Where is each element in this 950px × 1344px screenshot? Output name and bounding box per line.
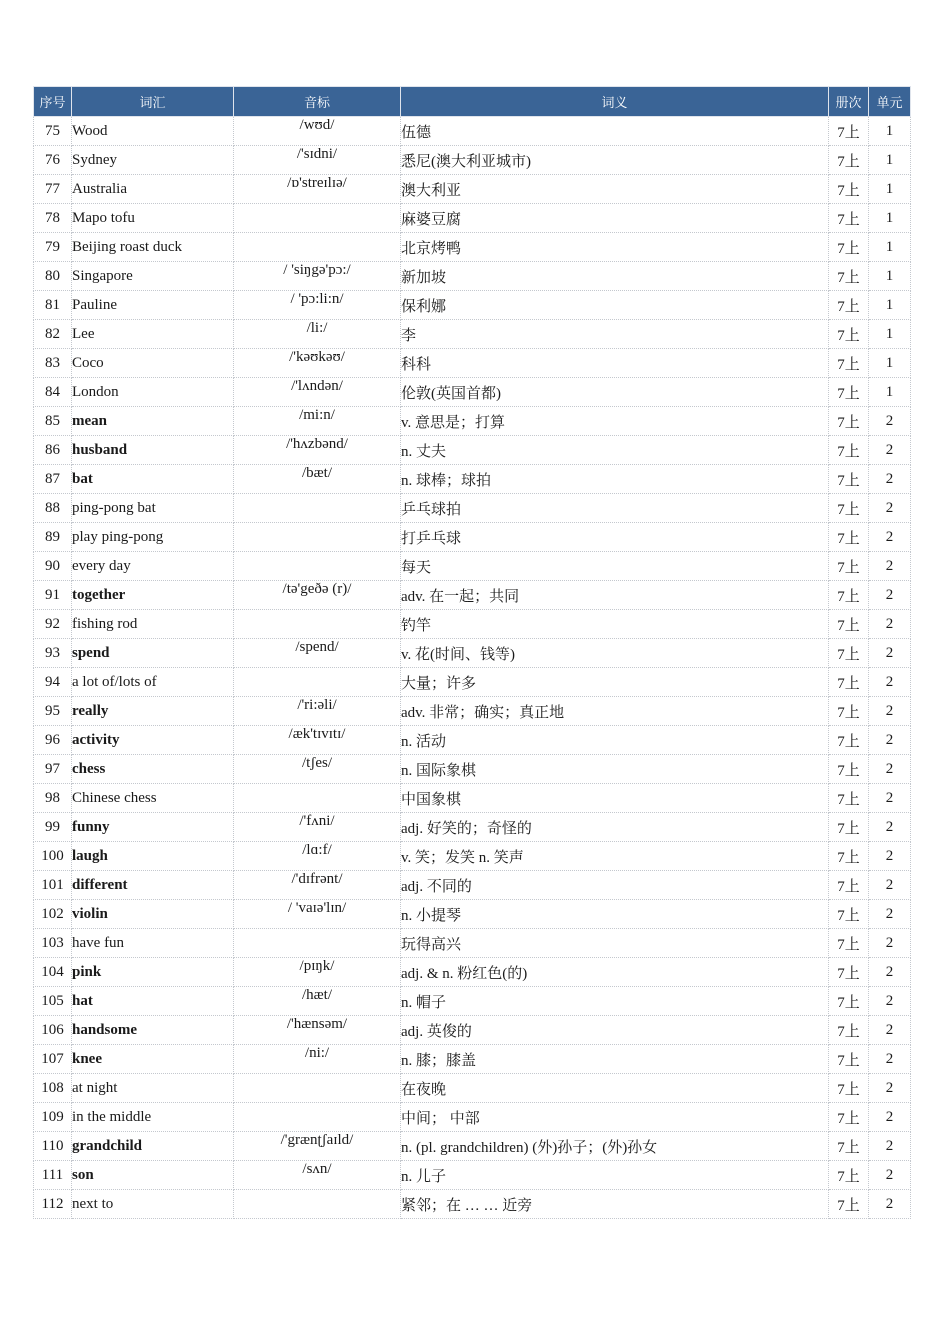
- cell-ipa: /pɪŋk/: [234, 958, 401, 987]
- cell-unit: 1: [869, 320, 911, 349]
- cell-ipa: /tə'geðə (r)/: [234, 581, 401, 610]
- cell-meaning: v. 意思是；打算: [401, 407, 829, 436]
- table-row: [34, 494, 911, 523]
- cell-no: 80: [34, 262, 72, 291]
- cell-meaning: 大量；许多: [401, 668, 829, 697]
- header-no: 序号: [34, 87, 72, 117]
- cell-no: 105: [34, 987, 72, 1016]
- cell-meaning: 伍德: [401, 117, 829, 146]
- cell-no: 97: [34, 755, 72, 784]
- cell-unit: 2: [869, 871, 911, 900]
- cell-ipa: /'grænʈʃaɪld/: [234, 1132, 401, 1161]
- cell-word: have fun: [72, 929, 234, 958]
- table-row: [34, 929, 911, 958]
- cell-unit: 2: [869, 929, 911, 958]
- cell-book: 7上: [829, 523, 869, 552]
- cell-ipa: / 'siŋgə'pɔ:/: [234, 262, 401, 291]
- cell-ipa: /tʃes/: [234, 755, 401, 784]
- cell-unit: 1: [869, 117, 911, 146]
- cell-book: 7上: [829, 465, 869, 494]
- cell-no: 75: [34, 117, 72, 146]
- cell-book: 7上: [829, 1132, 869, 1161]
- header-book: 册次: [829, 87, 869, 117]
- cell-meaning: 玩得高兴: [401, 929, 829, 958]
- cell-meaning: 澳大利亚: [401, 175, 829, 204]
- table-body: [34, 117, 911, 1219]
- cell-no: 83: [34, 349, 72, 378]
- cell-book: 7上: [829, 349, 869, 378]
- cell-word: Lee: [72, 320, 234, 349]
- cell-no: 92: [34, 610, 72, 639]
- cell-word: Australia: [72, 175, 234, 204]
- cell-ipa: /'dɪfrənt/: [234, 871, 401, 900]
- table-row: [34, 291, 911, 320]
- cell-no: 94: [34, 668, 72, 697]
- cell-book: 7上: [829, 262, 869, 291]
- cell-book: 7上: [829, 1045, 869, 1074]
- table-row: [34, 262, 911, 291]
- cell-no: 78: [34, 204, 72, 233]
- cell-ipa: / 'vaɪə'lɪn/: [234, 900, 401, 929]
- cell-unit: 1: [869, 262, 911, 291]
- cell-word: Chinese chess: [72, 784, 234, 813]
- cell-book: 7上: [829, 871, 869, 900]
- cell-ipa: /'fʌni/: [234, 813, 401, 842]
- cell-word: fishing rod: [72, 610, 234, 639]
- cell-book: 7上: [829, 378, 869, 407]
- cell-word: different: [72, 871, 234, 900]
- cell-word: Singapore: [72, 262, 234, 291]
- cell-ipa: /li:/: [234, 320, 401, 349]
- cell-no: 100: [34, 842, 72, 871]
- cell-book: 7上: [829, 1161, 869, 1190]
- cell-book: 7上: [829, 784, 869, 813]
- cell-unit: 2: [869, 1074, 911, 1103]
- table-row: [34, 668, 911, 697]
- cell-meaning: adv. 在一起；共同: [401, 581, 829, 610]
- vocabulary-table: [33, 86, 911, 1219]
- cell-unit: 2: [869, 842, 911, 871]
- cell-unit: 2: [869, 958, 911, 987]
- table-row: [34, 233, 911, 262]
- cell-meaning: v. 花(时间、钱等): [401, 639, 829, 668]
- cell-meaning: 紧邻；在 … … 近旁: [401, 1190, 829, 1219]
- cell-word: next to: [72, 1190, 234, 1219]
- table-row: [34, 1103, 911, 1132]
- cell-word: knee: [72, 1045, 234, 1074]
- cell-unit: 2: [869, 813, 911, 842]
- cell-word: hat: [72, 987, 234, 1016]
- cell-unit: 1: [869, 291, 911, 320]
- cell-no: 98: [34, 784, 72, 813]
- cell-unit: 1: [869, 378, 911, 407]
- cell-book: 7上: [829, 1103, 869, 1132]
- cell-no: 90: [34, 552, 72, 581]
- cell-no: 112: [34, 1190, 72, 1219]
- table-row: [34, 842, 911, 871]
- cell-ipa: [234, 784, 401, 813]
- cell-no: 104: [34, 958, 72, 987]
- cell-ipa: /'kəʊkəʊ/: [234, 349, 401, 378]
- table-row: [34, 320, 911, 349]
- cell-unit: 1: [869, 204, 911, 233]
- cell-book: 7上: [829, 1016, 869, 1045]
- cell-meaning: 李: [401, 320, 829, 349]
- cell-book: 7上: [829, 1074, 869, 1103]
- cell-ipa: /sʌn/: [234, 1161, 401, 1190]
- cell-meaning: n. 小提琴: [401, 900, 829, 929]
- table-row: [34, 407, 911, 436]
- cell-meaning: v. 笑；发笑 n. 笑声: [401, 842, 829, 871]
- table-header-row: [34, 87, 911, 117]
- cell-no: 108: [34, 1074, 72, 1103]
- cell-meaning: 保利娜: [401, 291, 829, 320]
- cell-book: 7上: [829, 668, 869, 697]
- cell-meaning: 钓竿: [401, 610, 829, 639]
- cell-unit: 2: [869, 726, 911, 755]
- table-row: [34, 697, 911, 726]
- cell-meaning: 在夜晚: [401, 1074, 829, 1103]
- cell-word: together: [72, 581, 234, 610]
- cell-word: grandchild: [72, 1132, 234, 1161]
- cell-word: mean: [72, 407, 234, 436]
- cell-no: 110: [34, 1132, 72, 1161]
- cell-book: 7上: [829, 813, 869, 842]
- cell-meaning: n. 国际象棋: [401, 755, 829, 784]
- cell-unit: 2: [869, 900, 911, 929]
- cell-ipa: /lɑ:f/: [234, 842, 401, 871]
- cell-no: 86: [34, 436, 72, 465]
- cell-meaning: 乒乓球拍: [401, 494, 829, 523]
- cell-ipa: /bæt/: [234, 465, 401, 494]
- cell-ipa: /ɒ'streɪlɪə/: [234, 175, 401, 204]
- cell-meaning: 新加坡: [401, 262, 829, 291]
- cell-word: laugh: [72, 842, 234, 871]
- cell-unit: 2: [869, 465, 911, 494]
- table-row: [34, 349, 911, 378]
- table-row: [34, 813, 911, 842]
- cell-book: 7上: [829, 755, 869, 784]
- cell-book: 7上: [829, 146, 869, 175]
- table-row: [34, 175, 911, 204]
- cell-word: Coco: [72, 349, 234, 378]
- cell-no: 87: [34, 465, 72, 494]
- cell-book: 7上: [829, 291, 869, 320]
- cell-meaning: 每天: [401, 552, 829, 581]
- cell-book: 7上: [829, 610, 869, 639]
- table-row: [34, 784, 911, 813]
- table-row: [34, 755, 911, 784]
- cell-no: 88: [34, 494, 72, 523]
- cell-book: 7上: [829, 581, 869, 610]
- cell-no: 93: [34, 639, 72, 668]
- table-row: [34, 378, 911, 407]
- table-row: [34, 610, 911, 639]
- cell-book: 7上: [829, 639, 869, 668]
- table-row: [34, 1045, 911, 1074]
- cell-no: 99: [34, 813, 72, 842]
- cell-ipa: [234, 610, 401, 639]
- cell-word: chess: [72, 755, 234, 784]
- table-row: [34, 552, 911, 581]
- table-row: [34, 900, 911, 929]
- cell-meaning: n. 丈夫: [401, 436, 829, 465]
- cell-word: London: [72, 378, 234, 407]
- cell-meaning: 中国象棋: [401, 784, 829, 813]
- cell-meaning: 北京烤鸭: [401, 233, 829, 262]
- cell-meaning: adj. & n. 粉红色(的): [401, 958, 829, 987]
- table-row: [34, 581, 911, 610]
- cell-unit: 1: [869, 175, 911, 204]
- cell-unit: 2: [869, 755, 911, 784]
- table-row: [34, 436, 911, 465]
- cell-unit: 2: [869, 581, 911, 610]
- cell-book: 7上: [829, 552, 869, 581]
- cell-ipa: [234, 1103, 401, 1132]
- cell-ipa: /æk'tɪvɪtɪ/: [234, 726, 401, 755]
- cell-unit: 2: [869, 552, 911, 581]
- cell-no: 102: [34, 900, 72, 929]
- cell-book: 7上: [829, 1190, 869, 1219]
- cell-meaning: n. 膝；膝盖: [401, 1045, 829, 1074]
- cell-meaning: n. 活动: [401, 726, 829, 755]
- table-row: [34, 1074, 911, 1103]
- cell-word: spend: [72, 639, 234, 668]
- table-row: [34, 726, 911, 755]
- cell-word: really: [72, 697, 234, 726]
- cell-unit: 1: [869, 146, 911, 175]
- cell-unit: 1: [869, 233, 911, 262]
- cell-no: 96: [34, 726, 72, 755]
- cell-unit: 2: [869, 668, 911, 697]
- cell-ipa: /'hænsəm/: [234, 1016, 401, 1045]
- cell-ipa: /ni:/: [234, 1045, 401, 1074]
- cell-no: 111: [34, 1161, 72, 1190]
- cell-ipa: [234, 668, 401, 697]
- cell-book: 7上: [829, 233, 869, 262]
- cell-no: 107: [34, 1045, 72, 1074]
- table-row: [34, 523, 911, 552]
- cell-meaning: 悉尼(澳大利亚城市): [401, 146, 829, 175]
- cell-word: a lot of/lots of: [72, 668, 234, 697]
- cell-ipa: /wʊd/: [234, 117, 401, 146]
- cell-ipa: [234, 1074, 401, 1103]
- cell-word: at night: [72, 1074, 234, 1103]
- cell-no: 106: [34, 1016, 72, 1045]
- table-row: [34, 871, 911, 900]
- cell-ipa: [234, 1190, 401, 1219]
- cell-book: 7上: [829, 726, 869, 755]
- table-row: [34, 958, 911, 987]
- header-ipa: 音标: [234, 87, 401, 117]
- cell-no: 109: [34, 1103, 72, 1132]
- cell-book: 7上: [829, 842, 869, 871]
- cell-meaning: adj. 英俊的: [401, 1016, 829, 1045]
- cell-meaning: 中间； 中部: [401, 1103, 829, 1132]
- cell-no: 84: [34, 378, 72, 407]
- cell-no: 95: [34, 697, 72, 726]
- cell-no: 79: [34, 233, 72, 262]
- cell-word: activity: [72, 726, 234, 755]
- cell-word: every day: [72, 552, 234, 581]
- cell-unit: 2: [869, 1190, 911, 1219]
- cell-book: 7上: [829, 407, 869, 436]
- cell-ipa: [234, 523, 401, 552]
- cell-meaning: adv. 非常；确实；真正地: [401, 697, 829, 726]
- cell-word: Pauline: [72, 291, 234, 320]
- cell-no: 101: [34, 871, 72, 900]
- header-unit: 单元: [869, 87, 911, 117]
- cell-book: 7上: [829, 117, 869, 146]
- table-row: [34, 204, 911, 233]
- cell-word: Wood: [72, 117, 234, 146]
- cell-word: funny: [72, 813, 234, 842]
- cell-ipa: /mi:n/: [234, 407, 401, 436]
- cell-no: 77: [34, 175, 72, 204]
- cell-unit: 2: [869, 987, 911, 1016]
- cell-book: 7上: [829, 900, 869, 929]
- cell-meaning: n. (pl. grandchildren) (外)孙子；(外)孙女: [401, 1132, 829, 1161]
- cell-ipa: /'sɪdni/: [234, 146, 401, 175]
- table-row: [34, 117, 911, 146]
- cell-book: 7上: [829, 929, 869, 958]
- cell-ipa: [234, 204, 401, 233]
- cell-ipa: / 'pɔ:li:n/: [234, 291, 401, 320]
- cell-no: 89: [34, 523, 72, 552]
- cell-unit: 2: [869, 494, 911, 523]
- cell-no: 81: [34, 291, 72, 320]
- cell-word: ping-pong bat: [72, 494, 234, 523]
- cell-word: bat: [72, 465, 234, 494]
- cell-meaning: 打乒乓球: [401, 523, 829, 552]
- cell-unit: 2: [869, 1016, 911, 1045]
- table-row: [34, 465, 911, 494]
- cell-ipa: /hæt/: [234, 987, 401, 1016]
- cell-meaning: adj. 不同的: [401, 871, 829, 900]
- cell-book: 7上: [829, 436, 869, 465]
- cell-meaning: n. 帽子: [401, 987, 829, 1016]
- cell-unit: 2: [869, 1132, 911, 1161]
- cell-ipa: /'hʌzbənd/: [234, 436, 401, 465]
- cell-ipa: /spend/: [234, 639, 401, 668]
- cell-word: Mapo tofu: [72, 204, 234, 233]
- cell-ipa: [234, 929, 401, 958]
- cell-ipa: [234, 494, 401, 523]
- table-row: [34, 987, 911, 1016]
- cell-no: 76: [34, 146, 72, 175]
- cell-book: 7上: [829, 697, 869, 726]
- table-row: [34, 146, 911, 175]
- cell-word: in the middle: [72, 1103, 234, 1132]
- cell-unit: 2: [869, 610, 911, 639]
- table-row: [34, 1190, 911, 1219]
- cell-word: violin: [72, 900, 234, 929]
- cell-ipa: [234, 552, 401, 581]
- cell-meaning: adj. 好笑的；奇怪的: [401, 813, 829, 842]
- cell-word: Sydney: [72, 146, 234, 175]
- cell-unit: 2: [869, 407, 911, 436]
- table-row: [34, 1132, 911, 1161]
- cell-meaning: 科科: [401, 349, 829, 378]
- cell-unit: 1: [869, 349, 911, 378]
- cell-word: play ping-pong: [72, 523, 234, 552]
- cell-unit: 2: [869, 697, 911, 726]
- cell-unit: 2: [869, 1161, 911, 1190]
- table-row: [34, 639, 911, 668]
- cell-word: husband: [72, 436, 234, 465]
- cell-unit: 2: [869, 639, 911, 668]
- cell-book: 7上: [829, 958, 869, 987]
- cell-book: 7上: [829, 987, 869, 1016]
- table-row: [34, 1161, 911, 1190]
- table-row: [34, 1016, 911, 1045]
- cell-book: 7上: [829, 494, 869, 523]
- cell-no: 103: [34, 929, 72, 958]
- cell-word: pink: [72, 958, 234, 987]
- cell-unit: 2: [869, 1103, 911, 1132]
- cell-word: handsome: [72, 1016, 234, 1045]
- cell-book: 7上: [829, 204, 869, 233]
- cell-no: 82: [34, 320, 72, 349]
- cell-ipa: /'lʌndən/: [234, 378, 401, 407]
- cell-unit: 2: [869, 436, 911, 465]
- cell-meaning: 伦敦(英国首都): [401, 378, 829, 407]
- header-meaning: 词义: [401, 87, 829, 117]
- cell-meaning: n. 球棒；球拍: [401, 465, 829, 494]
- cell-unit: 2: [869, 1045, 911, 1074]
- header-word: 词汇: [72, 87, 234, 117]
- cell-ipa: /'ri:əli/: [234, 697, 401, 726]
- cell-unit: 2: [869, 784, 911, 813]
- cell-ipa: [234, 233, 401, 262]
- cell-word: son: [72, 1161, 234, 1190]
- cell-meaning: n. 儿子: [401, 1161, 829, 1190]
- cell-word: Beijing roast duck: [72, 233, 234, 262]
- cell-no: 91: [34, 581, 72, 610]
- cell-book: 7上: [829, 175, 869, 204]
- cell-unit: 2: [869, 523, 911, 552]
- cell-book: 7上: [829, 320, 869, 349]
- cell-meaning: 麻婆豆腐: [401, 204, 829, 233]
- cell-no: 85: [34, 407, 72, 436]
